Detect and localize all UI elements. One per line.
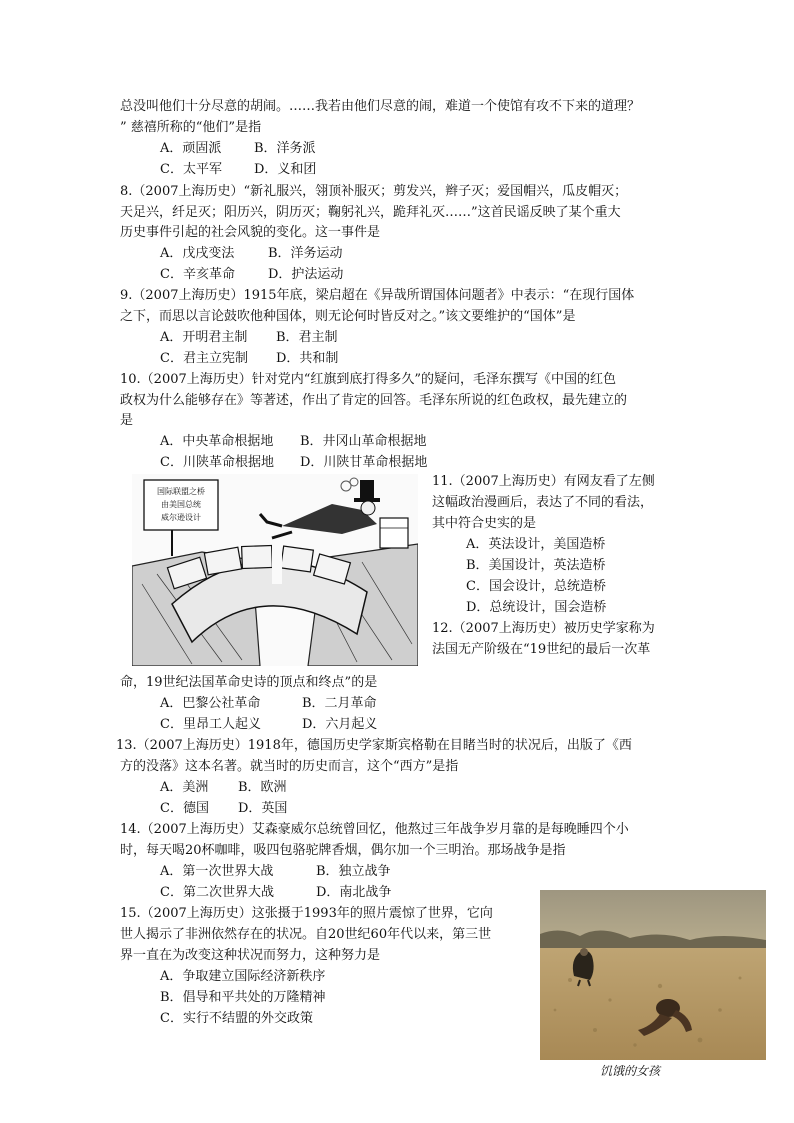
q9-line-1: 9.（2007上海历史）1915年底，梁启超在《异哉所谓国体问题者》中表示：“在现行国体: [120, 288, 635, 303]
q10-option-d: D．川陕甘革命根据地: [300, 455, 428, 470]
q13-option-a: A．美洲: [160, 780, 209, 795]
q14-option-b: B．独立战争: [316, 864, 391, 879]
q12-line-3: 命，19世纪法国革命史诗的顶点和终点”的是: [120, 675, 378, 690]
q12-line-1: 12.（2007上海历史）被历史学家称为: [432, 621, 655, 636]
q11-line-1: 11.（2007上海历史）有网友看了左侧: [432, 474, 655, 489]
q7-option-c: C．太平军: [160, 162, 222, 177]
q11-option-b: B．美国设计，英法造桥: [466, 558, 606, 573]
starving-girl-photo: [540, 890, 766, 1060]
q7-option-a: A．顽固派: [160, 141, 222, 156]
q11-option-a: A．英法设计，美国造桥: [466, 537, 606, 552]
q14-line-1: 14.（2007上海历史）艾森豪威尔总统曾回忆，他熬过三年战争岁月靠的是每晚睡四个小: [120, 822, 629, 837]
q11-line-2: 这幅政治漫画后，表达了不同的看法，: [432, 495, 654, 510]
q9-line-2: 之下，而思以言论鼓吹他种国体，则无论何时皆反对之。”该文要维护的“国体”是: [120, 309, 576, 324]
q13-option-b: B．欧洲: [238, 780, 287, 795]
q8-option-b: B．洋务运动: [268, 246, 343, 261]
q15-option-c: C．实行不结盟的外交政策: [160, 1011, 313, 1026]
q7-line-2: ” 慈禧所称的“他们”是指: [120, 120, 262, 135]
q8-line-1: 8.（2007上海历史）“新礼服兴，翎顶补服灭；剪发兴，辫子灭；爱国帽兴，瓜皮帽灭；: [120, 184, 628, 199]
q8-option-d: D．护法运动: [268, 267, 344, 282]
cartoon-sign-line-2: 由美国总统: [161, 500, 201, 509]
q9-option-b: B．君主制: [276, 330, 338, 345]
q7-option-d: D．义和团: [254, 162, 317, 177]
q13-line-1: 13.（2007上海历史）1918年，德国历史学家斯宾格勒在目睹当时的状况后，出版了《西: [116, 738, 632, 753]
q15-line-1: 15.（2007上海历史）这张摄于1993年的照片震惊了世界，它向: [120, 906, 493, 921]
photo-caption: 饥饿的女孩: [600, 1064, 661, 1078]
q12-line-2: 法国无产阶级在“19世纪的最后一次革: [432, 642, 651, 657]
q11-option-c: C．国会设计，总统造桥: [466, 579, 606, 594]
q11-line-3: 其中符合史实的是: [432, 516, 537, 531]
cartoon-sign-line-3: 威尔逊设计: [161, 513, 201, 522]
q14-option-c: C．第二次世界大战: [160, 885, 274, 900]
q15-line-3: 界一直在为改变这种状况而努力，这种努力是: [120, 948, 381, 963]
q10-line-2: 政权为什么能够存在》等著述，作出了肯定的回答。毛泽东所说的红色政权，最先建立的: [120, 393, 628, 408]
q9-option-d: D．共和制: [276, 351, 339, 366]
q15-option-b: B．倡导和平共处的万隆精神: [160, 990, 326, 1005]
q10-line-1: 10.（2007上海历史）针对党内“红旗到底打得多久”的疑问，毛泽东撰写《中国的红色: [120, 372, 617, 387]
cartoon-sign-line-1: 国际联盟之桥: [157, 487, 205, 496]
q7-line-1: 总没叫他们十分尽意的胡闹。……我若由他们尽意的闹，难道一个使馆有攻不下来的道理？: [120, 99, 641, 114]
q12-option-a: A．巴黎公社革命: [160, 696, 261, 711]
q11-option-d: D．总统设计，国会造桥: [466, 600, 607, 615]
q8-line-2: 天足兴，纤足灭；阳历兴，阴历灭；鞠躬礼兴，跪拜礼灭……”这首民谣反映了某个重大: [120, 205, 621, 220]
q14-option-d: D．南北战争: [316, 885, 392, 900]
q10-option-b: B．井冈山革命根据地: [300, 434, 427, 449]
q14-option-a: A．第一次世界大战: [160, 864, 274, 879]
q13-option-d: D．英国: [238, 801, 288, 816]
q10-option-a: A．中央革命根据地: [160, 434, 274, 449]
q7-option-b: B．洋务派: [254, 141, 316, 156]
q12-option-d: D．六月起义: [302, 717, 378, 732]
q8-option-a: A．戊戌变法: [160, 246, 235, 261]
q15-line-2: 世人揭示了非洲依然存在的状况。自20世纪60年代以来，第三世: [120, 927, 492, 942]
q8-option-c: C．辛亥革命: [160, 267, 235, 282]
q8-line-3: 历史事件引起的社会风貌的变化。这一事件是: [120, 225, 381, 240]
q12-option-b: B．二月革命: [302, 696, 377, 711]
political-cartoon-image: [132, 474, 418, 666]
q10-option-c: C．川陕革命根据地: [160, 455, 274, 470]
q10-line-3: 是: [120, 413, 134, 428]
q12-option-c: C．里昂工人起义: [160, 717, 261, 732]
q9-option-a: A．开明君主制: [160, 330, 248, 345]
q14-line-2: 时，每天喝20杯咖啡，吸四包骆驼牌香烟，偶尔加一个三明治。那场战争是指: [120, 843, 566, 858]
q9-option-c: C．君主立宪制: [160, 351, 248, 366]
q15-option-a: A．争取建立国际经济新秩序: [160, 969, 326, 984]
q13-line-2: 方的没落》这本名著。就当时的历史而言，这个“西方”是指: [120, 759, 459, 774]
q13-option-c: C．德国: [160, 801, 209, 816]
